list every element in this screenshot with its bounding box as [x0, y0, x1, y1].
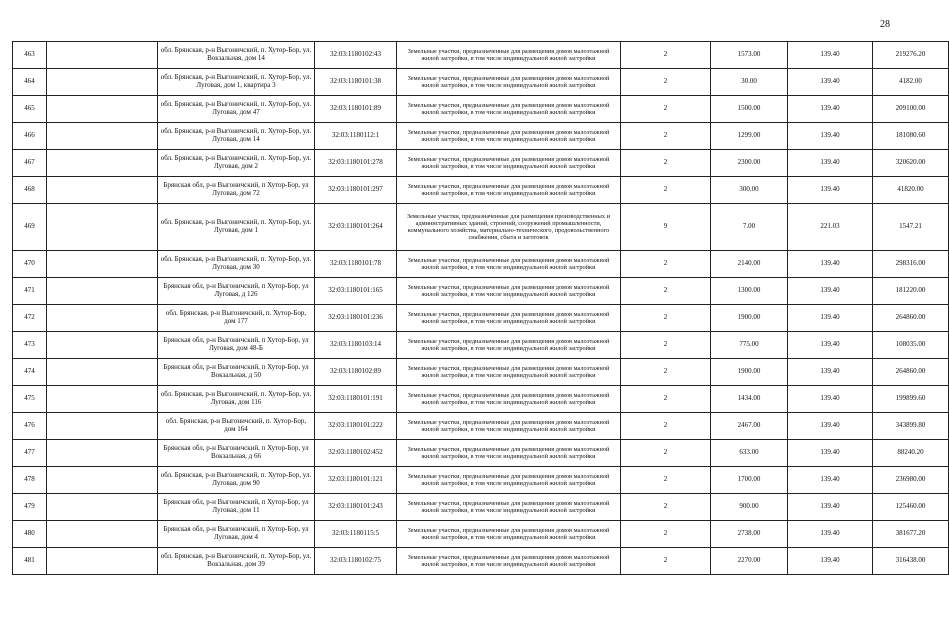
cadastral-value-cell: 41820.00: [873, 177, 949, 204]
table-row: [13, 413, 949, 440]
specific-value-cell: 139.40: [788, 413, 873, 440]
table-row: [13, 494, 949, 521]
category-cell: 2: [621, 494, 711, 521]
land-use-cell: Земельные участки, предназначенные для размещения домов малоэтажной жилой застройки, в том числе индивидуальной жилой застройки: [397, 42, 621, 69]
table-row: [13, 96, 949, 123]
category-cell: 2: [621, 69, 711, 96]
row-number-cell: 479: [13, 494, 47, 521]
category-cell: 2: [621, 548, 711, 575]
blank-cell: [47, 548, 158, 575]
specific-value-cell: 139.40: [788, 96, 873, 123]
row-number-cell: 480: [13, 521, 47, 548]
address-cell: обл. Брянская, р-н Выгоничский, п. Хутор-Бор, дом 177: [158, 305, 315, 332]
table-row: [13, 204, 949, 251]
category-cell: 2: [621, 359, 711, 386]
specific-value-cell: 139.40: [788, 359, 873, 386]
area-cell: 900.00: [711, 494, 788, 521]
blank-cell: [47, 359, 158, 386]
area-cell: 300.00: [711, 177, 788, 204]
row-number-cell: 481: [13, 548, 47, 575]
area-cell: 1500.00: [711, 96, 788, 123]
category-cell: 2: [621, 305, 711, 332]
blank-cell: [47, 413, 158, 440]
blank-cell: [47, 494, 158, 521]
address-cell: обл. Брянская, р-н Выгоничский, п. Хутор-Бор, ул. Луговая, дом 1: [158, 204, 315, 251]
specific-value-cell: 139.40: [788, 42, 873, 69]
category-cell: 2: [621, 413, 711, 440]
specific-value-cell: 139.40: [788, 440, 873, 467]
land-use-cell: Земельные участки, предназначенные для размещения домов малоэтажной жилой застройки, в том числе индивидуальной жилой застройки: [397, 150, 621, 177]
cadastral-value-cell: 320620.00: [873, 150, 949, 177]
land-use-cell: Земельные участки, предназначенные для размещения производственных и административных зданий, строений, сооружений промышленности, коммунального хозяйства, материально-технического, продовольственного снабжения, сбыта и заготовок: [397, 204, 621, 251]
category-cell: 2: [621, 521, 711, 548]
area-cell: 2467.00: [711, 413, 788, 440]
cadastral-value-cell: 264860.00: [873, 305, 949, 332]
area-cell: 2738.00: [711, 521, 788, 548]
row-number-cell: 477: [13, 440, 47, 467]
row-number-cell: 476: [13, 413, 47, 440]
cadastral-value-cell: 316438.00: [873, 548, 949, 575]
cadastral-value-cell: 108035.00: [873, 332, 949, 359]
address-cell: обл. Брянская, р-н Выгоничский, п. Хутор-Бор, ул. Луговая, дом 47: [158, 96, 315, 123]
table-row: [13, 386, 949, 413]
cadastral-value-cell: 199899.60: [873, 386, 949, 413]
area-cell: 2300.00: [711, 150, 788, 177]
cadastral-number-cell: 32:03:1180102:452: [315, 440, 397, 467]
blank-cell: [47, 204, 158, 251]
category-cell: 2: [621, 278, 711, 305]
blank-cell: [47, 42, 158, 69]
cadastral-number-cell: 32:03:1180101:78: [315, 251, 397, 278]
category-cell: 2: [621, 440, 711, 467]
address-cell: Брянская обл, р-н Выгоничский, п Хутор-Бор, ул Вокзальная, д 66: [158, 440, 315, 467]
table-row: [13, 177, 949, 204]
land-use-cell: Земельные участки, предназначенные для размещения домов малоэтажной жилой застройки, в том числе индивидуальной жилой застройки: [397, 69, 621, 96]
category-cell: 2: [621, 251, 711, 278]
table-row: [13, 521, 949, 548]
blank-cell: [47, 332, 158, 359]
cadastral-value-cell: 209100.00: [873, 96, 949, 123]
cadastral-number-cell: 32:03:1180101:243: [315, 494, 397, 521]
row-number-cell: 465: [13, 96, 47, 123]
category-cell: 2: [621, 96, 711, 123]
cadastral-number-cell: 32:03:1180115:5: [315, 521, 397, 548]
cadastral-number-cell: 32:03:1180102:75: [315, 548, 397, 575]
blank-cell: [47, 69, 158, 96]
address-cell: обл. Брянская, р-н Выгоничский, п. Хутор-Бор, ул. Луговая, дом 1, квартира 3: [158, 69, 315, 96]
area-cell: 2270.00: [711, 548, 788, 575]
address-cell: обл. Брянская, р-н Выгоничский, п. Хутор-Бор, ул. Вокзальная, дом 39: [158, 548, 315, 575]
category-cell: 9: [621, 204, 711, 251]
cadastral-value-cell: 298316.00: [873, 251, 949, 278]
cadastral-value-cell: 343899.80: [873, 413, 949, 440]
area-cell: 1300.00: [711, 278, 788, 305]
page-number: 28: [880, 19, 890, 30]
land-plot-table: [12, 41, 949, 575]
cadastral-number-cell: 32:03:1180101:222: [315, 413, 397, 440]
address-cell: обл. Брянская, р-н Выгоничский, п. Хутор-Бор, ул. Луговая, дом 116: [158, 386, 315, 413]
land-use-cell: Земельные участки, предназначенные для размещения домов малоэтажной жилой застройки, в том числе индивидуальной жилой застройки: [397, 177, 621, 204]
blank-cell: [47, 521, 158, 548]
row-number-cell: 466: [13, 123, 47, 150]
table-row: [13, 123, 949, 150]
address-cell: Брянская обл, р-н Выгоничский, п Хутор-Бор, ул Луговая, дом 4: [158, 521, 315, 548]
area-cell: 1573.00: [711, 42, 788, 69]
land-use-cell: Земельные участки, предназначенные для размещения домов малоэтажной жилой застройки, в том числе индивидуальной жилой застройки: [397, 251, 621, 278]
blank-cell: [47, 251, 158, 278]
cadastral-number-cell: 32:03:1180101:278: [315, 150, 397, 177]
table-row: [13, 359, 949, 386]
land-use-cell: Земельные участки, предназначенные для размещения домов малоэтажной жилой застройки, в том числе индивидуальной жилой застройки: [397, 521, 621, 548]
address-cell: обл. Брянская, р-н Выгоничский, п. Хутор-Бор, ул. Луговая, дом 90: [158, 467, 315, 494]
specific-value-cell: 139.40: [788, 278, 873, 305]
category-cell: 2: [621, 123, 711, 150]
area-cell: 30.00: [711, 69, 788, 96]
table-row: [13, 251, 949, 278]
cadastral-number-cell: 32:03:1180103:14: [315, 332, 397, 359]
row-number-cell: 478: [13, 467, 47, 494]
cadastral-number-cell: 32:03:1180102:43: [315, 42, 397, 69]
cadastral-number-cell: 32:03:1180102:89: [315, 359, 397, 386]
blank-cell: [47, 96, 158, 123]
land-use-cell: Земельные участки, предназначенные для размещения домов малоэтажной жилой застройки, в том числе индивидуальной жилой застройки: [397, 440, 621, 467]
row-number-cell: 468: [13, 177, 47, 204]
table-row: [13, 305, 949, 332]
land-use-cell: Земельные участки, предназначенные для размещения домов малоэтажной жилой застройки, в том числе индивидуальной жилой застройки: [397, 332, 621, 359]
cadastral-number-cell: 32:03:1180101:89: [315, 96, 397, 123]
cadastral-number-cell: 32:03:1180112:1: [315, 123, 397, 150]
area-cell: 1700.00: [711, 467, 788, 494]
cadastral-value-cell: 181080.60: [873, 123, 949, 150]
category-cell: 2: [621, 467, 711, 494]
address-cell: Брянская обл, р-н Выгоничский, п Хутор-Бор, ул Луговая, дом 48-Б: [158, 332, 315, 359]
area-cell: 1299.00: [711, 123, 788, 150]
cadastral-value-cell: 264860.00: [873, 359, 949, 386]
table-body: [13, 42, 949, 575]
address-cell: обл. Брянская, р-н Выгоничский, п. Хутор-Бор, дом 164: [158, 413, 315, 440]
specific-value-cell: 139.40: [788, 521, 873, 548]
address-cell: обл. Брянская, р-н Выгоничский, п. Хутор-Бор, ул. Луговая, дом 14: [158, 123, 315, 150]
area-cell: 775.00: [711, 332, 788, 359]
row-number-cell: 470: [13, 251, 47, 278]
land-use-cell: Земельные участки, предназначенные для размещения домов малоэтажной жилой застройки, в том числе индивидуальной жилой застройки: [397, 359, 621, 386]
table-row: [13, 332, 949, 359]
specific-value-cell: 139.40: [788, 305, 873, 332]
land-use-cell: Земельные участки, предназначенные для размещения домов малоэтажной жилой застройки, в том числе индивидуальной жилой застройки: [397, 386, 621, 413]
row-number-cell: 475: [13, 386, 47, 413]
table-row: [13, 440, 949, 467]
land-use-cell: Земельные участки, предназначенные для размещения домов малоэтажной жилой застройки, в том числе индивидуальной жилой застройки: [397, 467, 621, 494]
row-number-cell: 473: [13, 332, 47, 359]
specific-value-cell: 139.40: [788, 150, 873, 177]
area-cell: 633.00: [711, 440, 788, 467]
category-cell: 2: [621, 386, 711, 413]
address-cell: обл. Брянская, р-н Выгоничский, п. Хутор-Бор, ул. Луговая, дом 30: [158, 251, 315, 278]
table-row: [13, 150, 949, 177]
cadastral-value-cell: 125460.00: [873, 494, 949, 521]
category-cell: 2: [621, 150, 711, 177]
table-row: [13, 467, 949, 494]
specific-value-cell: 139.40: [788, 332, 873, 359]
address-cell: обл. Брянская, р-н Выгоничский, п. Хутор-Бор, ул. Луговая, дом 2: [158, 150, 315, 177]
blank-cell: [47, 305, 158, 332]
row-number-cell: 463: [13, 42, 47, 69]
table-row: [13, 69, 949, 96]
cadastral-number-cell: 32:03:1180101:121: [315, 467, 397, 494]
land-use-cell: Земельные участки, предназначенные для размещения домов малоэтажной жилой застройки, в том числе индивидуальной жилой застройки: [397, 123, 621, 150]
specific-value-cell: 139.40: [788, 548, 873, 575]
specific-value-cell: 221.03: [788, 204, 873, 251]
area-cell: 1900.00: [711, 359, 788, 386]
row-number-cell: 469: [13, 204, 47, 251]
category-cell: 2: [621, 177, 711, 204]
land-use-cell: Земельные участки, предназначенные для размещения домов малоэтажной жилой застройки, в том числе индивидуальной жилой застройки: [397, 96, 621, 123]
address-cell: Брянская обл, р-н Выгоничский, п Хутор-Бор, ул Луговая, д 126: [158, 278, 315, 305]
cadastral-number-cell: 32:03:1180101:38: [315, 69, 397, 96]
land-use-cell: Земельные участки, предназначенные для размещения домов малоэтажной жилой застройки, в том числе индивидуальной жилой застройки: [397, 413, 621, 440]
blank-cell: [47, 150, 158, 177]
land-use-cell: Земельные участки, предназначенные для размещения домов малоэтажной жилой застройки, в том числе индивидуальной жилой застройки: [397, 548, 621, 575]
table-row: [13, 278, 949, 305]
cadastral-value-cell: 219276.20: [873, 42, 949, 69]
specific-value-cell: 139.40: [788, 386, 873, 413]
cadastral-value-cell: 181220.00: [873, 278, 949, 305]
table-row: [13, 548, 949, 575]
blank-cell: [47, 177, 158, 204]
cadastral-value-cell: 236980.00: [873, 467, 949, 494]
address-cell: Брянская обл, р-н Выгоничский, п Хутор-Бор, ул Вокзальная, д 50: [158, 359, 315, 386]
blank-cell: [47, 440, 158, 467]
area-cell: 7.00: [711, 204, 788, 251]
category-cell: 2: [621, 42, 711, 69]
row-number-cell: 467: [13, 150, 47, 177]
specific-value-cell: 139.40: [788, 494, 873, 521]
specific-value-cell: 139.40: [788, 123, 873, 150]
blank-cell: [47, 467, 158, 494]
area-cell: 1900.00: [711, 305, 788, 332]
specific-value-cell: 139.40: [788, 177, 873, 204]
cadastral-value-cell: 88240.20: [873, 440, 949, 467]
cadastral-number-cell: 32:03:1180101:236: [315, 305, 397, 332]
cadastral-number-cell: 32:03:1180101:297: [315, 177, 397, 204]
land-use-cell: Земельные участки, предназначенные для размещения домов малоэтажной жилой застройки, в том числе индивидуальной жилой застройки: [397, 305, 621, 332]
row-number-cell: 472: [13, 305, 47, 332]
land-use-cell: Земельные участки, предназначенные для размещения домов малоэтажной жилой застройки, в том числе индивидуальной жилой застройки: [397, 494, 621, 521]
row-number-cell: 471: [13, 278, 47, 305]
specific-value-cell: 139.40: [788, 69, 873, 96]
cadastral-number-cell: 32:03:1180101:264: [315, 204, 397, 251]
address-cell: обл. Брянская, р-н Выгоничский, п. Хутор-Бор, ул. Вокзальная, дом 14: [158, 42, 315, 69]
cadastral-value-cell: 4182.00: [873, 69, 949, 96]
area-cell: 2140.00: [711, 251, 788, 278]
area-cell: 1434.00: [711, 386, 788, 413]
cadastral-number-cell: 32:03:1180101:165: [315, 278, 397, 305]
table-row: [13, 42, 949, 69]
specific-value-cell: 139.40: [788, 467, 873, 494]
row-number-cell: 474: [13, 359, 47, 386]
blank-cell: [47, 386, 158, 413]
blank-cell: [47, 123, 158, 150]
specific-value-cell: 139.40: [788, 251, 873, 278]
address-cell: Брянская обл, р-н Выгоничский, п Хутор-Бор, ул Луговая, дом 72: [158, 177, 315, 204]
cadastral-value-cell: 381677.20: [873, 521, 949, 548]
land-use-cell: Земельные участки, предназначенные для размещения домов малоэтажной жилой застройки, в том числе индивидуальной жилой застройки: [397, 278, 621, 305]
row-number-cell: 464: [13, 69, 47, 96]
blank-cell: [47, 278, 158, 305]
address-cell: Брянская обл, р-н Выгоничский, п Хутор-Бор, ул Луговая, дом 11: [158, 494, 315, 521]
cadastral-value-cell: 1547.21: [873, 204, 949, 251]
cadastral-number-cell: 32:03:1180101:191: [315, 386, 397, 413]
category-cell: 2: [621, 332, 711, 359]
